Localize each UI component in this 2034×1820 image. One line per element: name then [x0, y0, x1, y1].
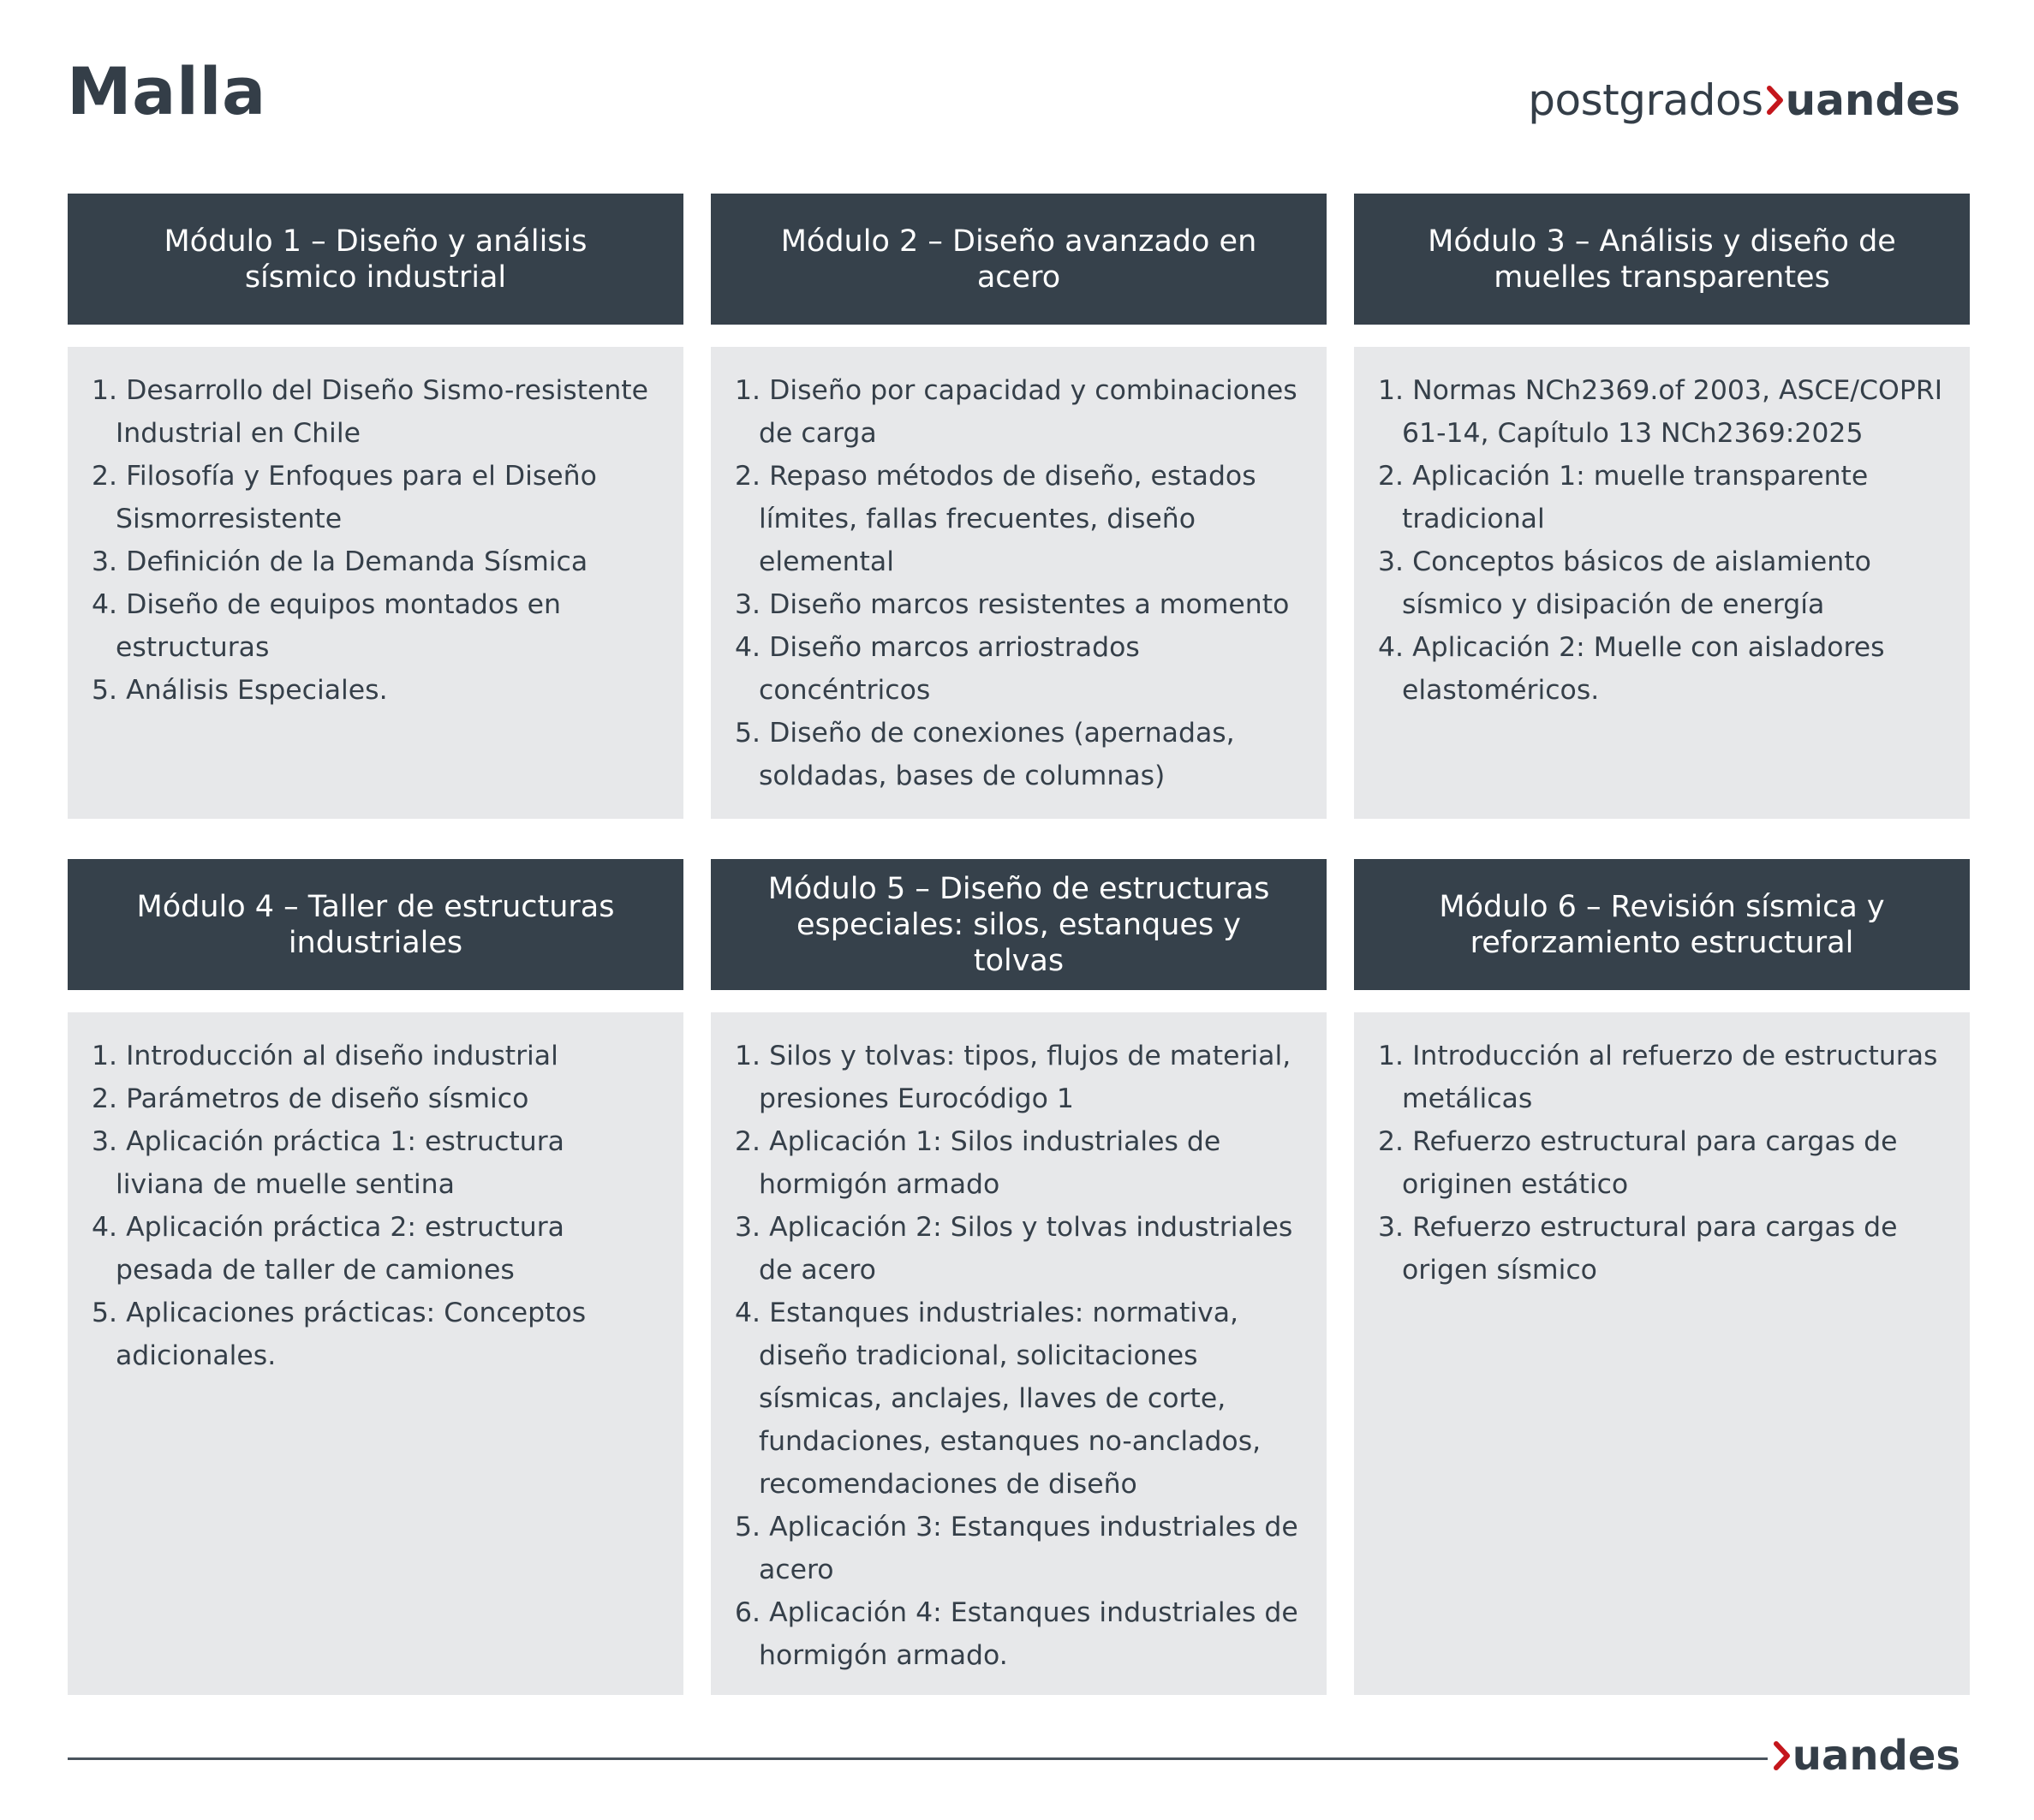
- module-body: [711, 1012, 1327, 1695]
- module-header: [1354, 859, 1970, 990]
- topic-list: [735, 1035, 1304, 1677]
- module-header: [1354, 194, 1970, 325]
- topic-item: Repaso métodos de diseño, estados límites, fallas frecuentes, diseño elemental: [759, 461, 1256, 577]
- topic-item: Diseño marcos arriostrados concéntricos: [759, 632, 1140, 706]
- topic-item: Aplicación 4: Estanques industriales de hormigón armado.: [759, 1597, 1298, 1671]
- topic-item: Parámetros de diseño sísmico: [126, 1083, 529, 1114]
- chevron-right-icon: [1767, 86, 1784, 115]
- module-body: [1354, 1012, 1970, 1695]
- module-card-1: [68, 194, 683, 819]
- topic-item: Diseño de equipos montados en estructuras: [116, 589, 561, 663]
- topic-item: Aplicación práctica 1: estructura liviana de muelle sentina: [116, 1126, 564, 1200]
- module-header: [711, 859, 1327, 990]
- topic-item: Aplicación 1: muelle transparente tradicional: [1402, 461, 1869, 534]
- module-body: [68, 347, 683, 819]
- chevron-right-icon: [1774, 1741, 1791, 1770]
- module-title: Módulo 6 – Revisión sísmica y reforzamiento estructural: [1439, 889, 1885, 960]
- module-card-3: [1354, 194, 1970, 819]
- brand-logo-bottom: [1770, 1732, 1960, 1780]
- page-title: Malla: [67, 53, 266, 129]
- module-title: Módulo 5 – Diseño de estructuras especiales: silos, estanques y tolvas: [767, 871, 1270, 978]
- module-body: [68, 1012, 683, 1695]
- topic-item: Diseño por capacidad y combinaciones de carga: [759, 375, 1297, 449]
- module-body: [711, 347, 1327, 819]
- topic-item: Refuerzo estructural para cargas de origen sísmico: [1402, 1212, 1898, 1286]
- topic-item: Aplicación 1: Silos industriales de hormigón armado: [759, 1126, 1221, 1200]
- brand-prefix: postgrados: [1528, 75, 1763, 125]
- topic-list: [92, 1035, 661, 1377]
- topic-item: Aplicación 2: Muelle con aisladores elastoméricos.: [1402, 632, 1885, 706]
- brand-name: uandes: [1792, 1732, 1960, 1780]
- brand-name: uandes: [1785, 75, 1960, 125]
- topic-item: Aplicación 2: Silos y tolvas industriales de acero: [759, 1212, 1293, 1286]
- topic-item: Análisis Especiales.: [126, 675, 388, 706]
- footer-divider: [68, 1757, 1768, 1760]
- module-title: Módulo 1 – Diseño y análisis sísmico industrial: [164, 224, 588, 295]
- module-card-2: [711, 194, 1327, 819]
- topic-item: Diseño marcos resistentes a momento: [769, 589, 1290, 620]
- module-body: [1354, 347, 1970, 819]
- module-title: Módulo 3 – Análisis y diseño de muelles transparentes: [1428, 224, 1896, 295]
- topic-item: Refuerzo estructural para cargas de originen estático: [1402, 1126, 1898, 1200]
- topic-item: Desarrollo del Diseño Sismo-resistente Industrial en Chile: [116, 375, 649, 449]
- module-header: [711, 194, 1327, 325]
- topic-item: Introducción al refuerzo de estructuras metálicas: [1402, 1041, 1938, 1114]
- topic-item: Conceptos básicos de aislamiento sísmico y disipación de energía: [1402, 546, 1871, 620]
- module-card-5: [711, 859, 1327, 1695]
- topic-item: Definición de la Demanda Sísmica: [126, 546, 588, 577]
- topic-item: Normas NCh2369.of 2003, ASCE/COPRI 61-14, Capítulo 13 NCh2369:2025: [1402, 375, 1943, 449]
- module-card-6: [1354, 859, 1970, 1695]
- module-header: [68, 859, 683, 990]
- topic-item: Diseño de conexiones (apernadas, soldadas, bases de columnas): [759, 718, 1235, 791]
- topic-item: Filosofía y Enfoques para el Diseño Sismorresistente: [116, 461, 597, 534]
- topic-list: [1378, 1035, 1948, 1292]
- module-title: Módulo 4 – Taller de estructuras industriales: [136, 889, 615, 960]
- topic-list: [1378, 369, 1948, 712]
- module-title: Módulo 2 – Diseño avanzado en acero: [780, 224, 1257, 295]
- module-card-4: [68, 859, 683, 1695]
- module-header: [68, 194, 683, 325]
- topic-list: [92, 369, 661, 712]
- topic-item: Estanques industriales: normativa, diseño tradicional, solicitaciones sísmicas, anclajes, llaves de corte, fundaciones, estanques no-anclados, recomendaciones de diseño: [759, 1298, 1262, 1500]
- topic-item: Aplicación práctica 2: estructura pesada de taller de camiones: [116, 1212, 564, 1286]
- topic-item: Introducción al diseño industrial: [126, 1041, 558, 1071]
- topic-item: Silos y tolvas: tipos, flujos de material, presiones Eurocódigo 1: [759, 1041, 1291, 1114]
- topic-item: Aplicaciones prácticas: Conceptos adicionales.: [116, 1298, 587, 1371]
- topic-item: Aplicación 3: Estanques industriales de acero: [759, 1512, 1298, 1585]
- topic-list: [735, 369, 1304, 797]
- brand-logo-top: [1528, 75, 1960, 125]
